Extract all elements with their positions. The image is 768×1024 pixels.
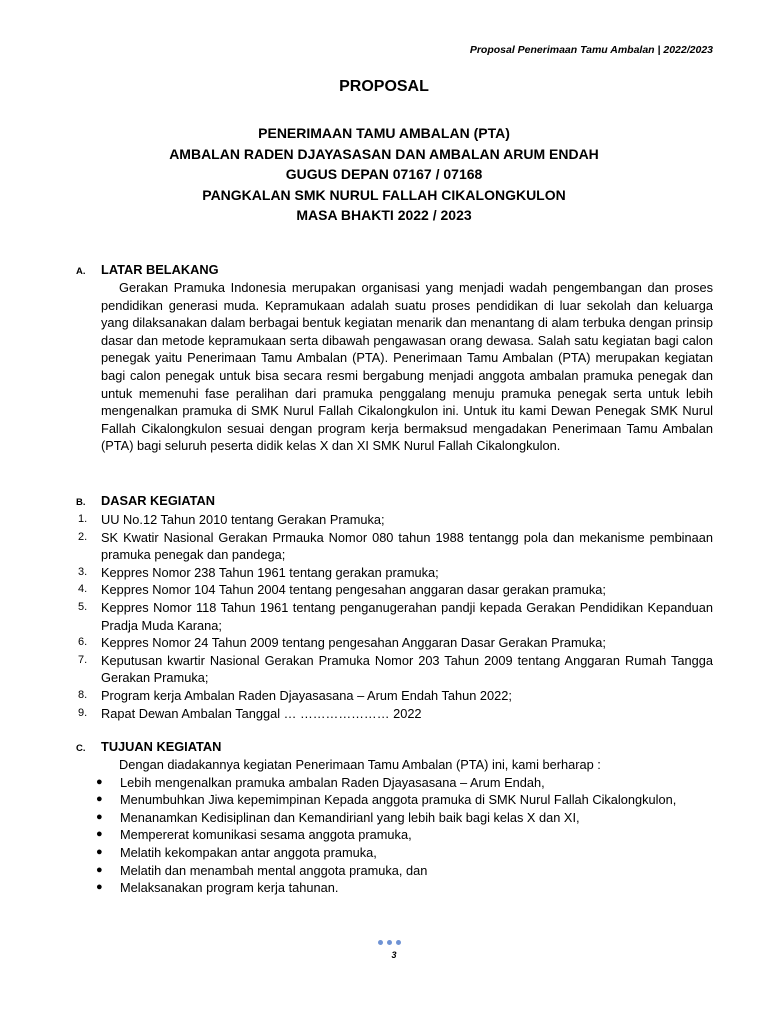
list-number: 7. (78, 653, 88, 666)
bullet-icon: ● (96, 881, 103, 894)
dasar-list (76, 511, 713, 722)
subtitle-line: AMBALAN RADEN DJAYASASAN DAN AMBALAN ARUM ENDAH (169, 145, 599, 162)
subtitle-line: GUGUS DEPAN 07167 / 07168 (285, 166, 483, 182)
list-item (76, 529, 713, 564)
list-number: 6. (78, 636, 88, 649)
list-text: UU No.12 Tahun 2010 tentang Gerakan Pramuka; (101, 512, 385, 527)
subtitle-line: MASA BHAKTI 2022 / 2023 (296, 207, 472, 223)
list-text: Keppres Nomor 24 Tahun 2009 tentang pengesahan Anggaran Dasar Gerakan Pramuka; (101, 635, 606, 651)
list-item (76, 826, 713, 844)
list-number: 8. (78, 688, 88, 701)
list-text: Melatih dan menambah mental anggota pramuka, dan (120, 862, 428, 878)
list-item (76, 652, 713, 687)
list-item (76, 564, 713, 582)
list-number: 9. (78, 706, 88, 719)
bullet-icon: ● (96, 775, 103, 788)
list-item (76, 511, 713, 529)
list-number: 2. (78, 530, 88, 543)
dot (396, 940, 401, 945)
list-text: Keppres Nomor 238 Tahun 1961 tentang gerakan pramuka; (101, 564, 439, 580)
section-heading (76, 739, 713, 756)
section-tujuan-kegiatan (76, 739, 713, 897)
list-text: SK Kwatir Nasional Gerakan Prmauka Nomor 080 tahun 1988 tentangg pola dan mekanisme pembinaan pramuka penegak dan pandega; (101, 529, 713, 563)
list-item (76, 844, 713, 862)
list-number: 3. (78, 565, 88, 578)
footer-dots-icon (378, 940, 401, 945)
section-dasar-kegiatan (76, 493, 713, 722)
list-number: 1. (78, 513, 88, 525)
bullet-icon: ● (96, 793, 103, 806)
list-text: Program kerja Ambalan Raden Djayasasana – Arum Endah Tahun 2022; (101, 687, 512, 703)
list-text: Keppres Nomor 118 Tahun 1961 tentang penganugerahan pandji kepada Gerakan Pendidikan Kepanduan Pradja Muda Karana; (101, 599, 713, 633)
dot (378, 940, 383, 945)
list-item (76, 774, 713, 792)
list-text: Melaksanakan program kerja tahunan. (120, 880, 339, 896)
section-latar-belakang (76, 262, 713, 455)
section-letter: C. (76, 743, 86, 754)
list-number: 4. (78, 583, 88, 596)
bullet-icon: ● (96, 810, 103, 823)
bullet-icon: ● (96, 845, 103, 858)
list-number: 5. (78, 600, 88, 613)
bullet-icon: ● (96, 828, 103, 841)
section-title: DASAR KEGIATAN (101, 493, 215, 508)
list-item (76, 581, 713, 599)
section-letter: A. (76, 266, 86, 277)
page-header: Proposal Penerimaan Tamu Ambalan | 2022/2023 (469, 44, 713, 56)
list-text: Mempererat komunikasi sesama anggota pramuka, (120, 827, 412, 843)
list-text: Menanamkan Kedisiplinan dan Kemandirianl yang lebih baik bagi kelas X dan XI, (120, 809, 580, 825)
list-text: Keppres Nomor 104 Tahun 2004 tentang pengesahan anggaran dasar gerakan pramuka; (101, 582, 606, 598)
subtitle-line: PANGKALAN SMK NURUL FALLAH CIKALONGKULON (202, 186, 566, 203)
section-heading (76, 262, 713, 279)
list-text: Rapat Dewan Ambalan Tanggal … ………………… 2022 (101, 705, 422, 721)
list-text: Menumbuhkan Jiwa kepemimpinan Kepada anggota pramuka di SMK Nurul Fallah Cikalongkulon, (120, 792, 677, 808)
section-title: TUJUAN KEGIATAN (101, 739, 222, 754)
bullet-icon: ● (96, 863, 103, 876)
list-item (76, 687, 713, 705)
section-intro: Dengan diadakannya kegiatan Penerimaan Tamu Ambalan (PTA) ini, kami berharap : (119, 757, 601, 772)
list-item (76, 634, 713, 652)
document-subtitle (0, 123, 768, 226)
list-text: Keputusan kwartir Nasional Gerakan Pramuka Nomor 203 Tahun 2009 tentang Anggaran Rumah Tangga Gerakan Pramuka; (101, 652, 713, 686)
page-number: 3 (391, 950, 397, 960)
list-text: Lebih mengenalkan pramuka ambalan Raden Djayasasana – Arum Endah, (120, 774, 545, 790)
list-item (76, 791, 713, 809)
subtitle-line: PENERIMAAN TAMU AMBALAN (PTA) (258, 125, 510, 141)
document-title: PROPOSAL (339, 78, 429, 95)
list-item (76, 879, 713, 897)
list-item (76, 599, 713, 634)
tujuan-list (76, 774, 713, 897)
section-paragraph: Gerakan Pramuka Indonesia merupakan organisasi yang menjadi wadah pengembangan dan proses pendidikan generasi muda. Kepramukaan adalah suatu proses pendidikan di luar sekolah dan keluarga yang dilaksanakan dalam berbagai bentuk kegiatan menarik dan menantang di alam terbuka dengan prinsip dasar dan metode kepramukaan serta dibawah pengawasan orang dewasa. Salah satu kegiatan bagi calon penegak yaitu Penerimaan Tamu Ambalan (PTA). Penerimaan Tamu Ambalan (PTA) merupakan kegiatan bagi calon penegak untuk bisa secara resmi bergabung menjadi anggota ambalan pramuka penegak dan untuk memenuhi fase peralihan dari pramuka penggalang menuju pramuka penegak serta untuk lebih mengenalkan pramuka di SMK Nurul Fallah Cikalongkulon ini. Untuk itu kami Dewan Penegak SMK Nurul Fallah Cikalongkulon sesuai dengan program kerja bermaksud mengadakan Penerimaan Tamu Ambalan (PTA) bagi seluruh peserta didik kelas X dan XI SMK Nurul Fallah Cikalongkulon. (101, 280, 713, 454)
section-letter: B. (76, 497, 86, 508)
section-heading (76, 493, 713, 510)
list-text: Melatih kekompakan antar anggota pramuka, (120, 844, 377, 860)
section-title: LATAR BELAKANG (101, 262, 219, 277)
dot (387, 940, 392, 945)
list-item (76, 862, 713, 880)
list-item (76, 809, 713, 827)
list-item (76, 705, 713, 723)
